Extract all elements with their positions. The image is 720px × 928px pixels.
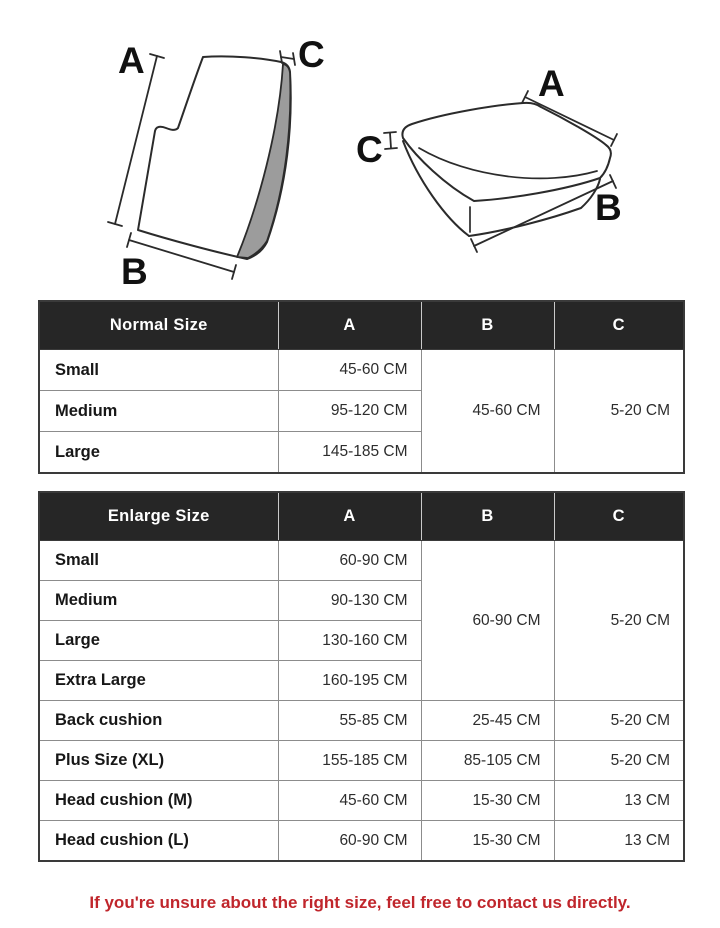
- size-label: Medium: [39, 581, 278, 621]
- dim-tick-c-left: [280, 51, 295, 65]
- size-value-a: 60-90 CM: [278, 541, 421, 581]
- column-header-b: B: [421, 301, 554, 350]
- dim-label-b-left: B: [121, 251, 148, 292]
- size-value-a: 155-185 CM: [278, 741, 421, 781]
- size-value-b: 25-45 CM: [421, 701, 554, 741]
- size-value-a: 60-90 CM: [278, 821, 421, 862]
- size-value-a: 95-120 CM: [278, 391, 421, 432]
- seat-cushion-top-face: [402, 103, 611, 201]
- column-header-b: B: [421, 492, 554, 541]
- size-label: Medium: [39, 391, 278, 432]
- size-value-a: 145-185 CM: [278, 432, 421, 474]
- dim-label-b-right: B: [595, 187, 622, 228]
- table-header-row: [39, 301, 684, 350]
- dim-label-c-right: C: [356, 129, 383, 170]
- column-header-c: C: [554, 492, 684, 541]
- size-value-c: 5-20 CM: [554, 741, 684, 781]
- size-label: Extra Large: [39, 661, 278, 701]
- size-value-a: 45-60 CM: [278, 350, 421, 391]
- table-row: [39, 741, 684, 781]
- size-label: Large: [39, 432, 278, 474]
- table-row: [39, 350, 684, 391]
- size-value-b: 15-30 CM: [421, 781, 554, 821]
- dim-label-a-left: A: [118, 40, 145, 81]
- table-title-enlarge: Enlarge Size: [39, 492, 278, 541]
- contact-note: If you're unsure about the right size, feel free to contact us directly.: [89, 893, 631, 912]
- dim-label-a-right: A: [538, 63, 565, 104]
- size-label: Head cushion (M): [39, 781, 278, 821]
- table-row: [39, 781, 684, 821]
- size-value-a: 160-195 CM: [278, 661, 421, 701]
- size-label: Small: [39, 350, 278, 391]
- cushion-diagrams: [0, 0, 720, 300]
- size-value-b: 15-30 CM: [421, 821, 554, 862]
- size-label: Back cushion: [39, 701, 278, 741]
- table-row: [39, 701, 684, 741]
- table-row: [39, 541, 684, 581]
- size-value-c: 13 CM: [554, 821, 684, 862]
- enlarge-size-table: [38, 491, 685, 862]
- size-value-c-span: 5-20 CM: [554, 350, 684, 474]
- dim-tick-c-right: [384, 132, 397, 149]
- table-header-row: [39, 492, 684, 541]
- table-title-normal: Normal Size: [39, 301, 278, 350]
- back-cushion-diagram: [108, 51, 295, 279]
- column-header-a: A: [278, 301, 421, 350]
- size-label: Head cushion (L): [39, 821, 278, 862]
- size-value-b-span: 45-60 CM: [421, 350, 554, 474]
- dim-label-c-left: C: [298, 34, 325, 75]
- diagram-area: [0, 0, 720, 300]
- size-value-c: 13 CM: [554, 781, 684, 821]
- column-header-c: C: [554, 301, 684, 350]
- table-row: [39, 821, 684, 862]
- size-label: Plus Size (XL): [39, 741, 278, 781]
- size-value-c-span: 5-20 CM: [554, 541, 684, 701]
- size-value-a: 45-60 CM: [278, 781, 421, 821]
- size-value-a: 130-160 CM: [278, 621, 421, 661]
- size-value-a: 90-130 CM: [278, 581, 421, 621]
- seat-cushion-diagram: [384, 91, 617, 252]
- size-label: Small: [39, 541, 278, 581]
- size-value-b: 85-105 CM: [421, 741, 554, 781]
- size-value-b-span: 60-90 CM: [421, 541, 554, 701]
- size-value-a: 55-85 CM: [278, 701, 421, 741]
- normal-size-table: [38, 300, 685, 474]
- column-header-a: A: [278, 492, 421, 541]
- size-label: Large: [39, 621, 278, 661]
- size-value-c: 5-20 CM: [554, 701, 684, 741]
